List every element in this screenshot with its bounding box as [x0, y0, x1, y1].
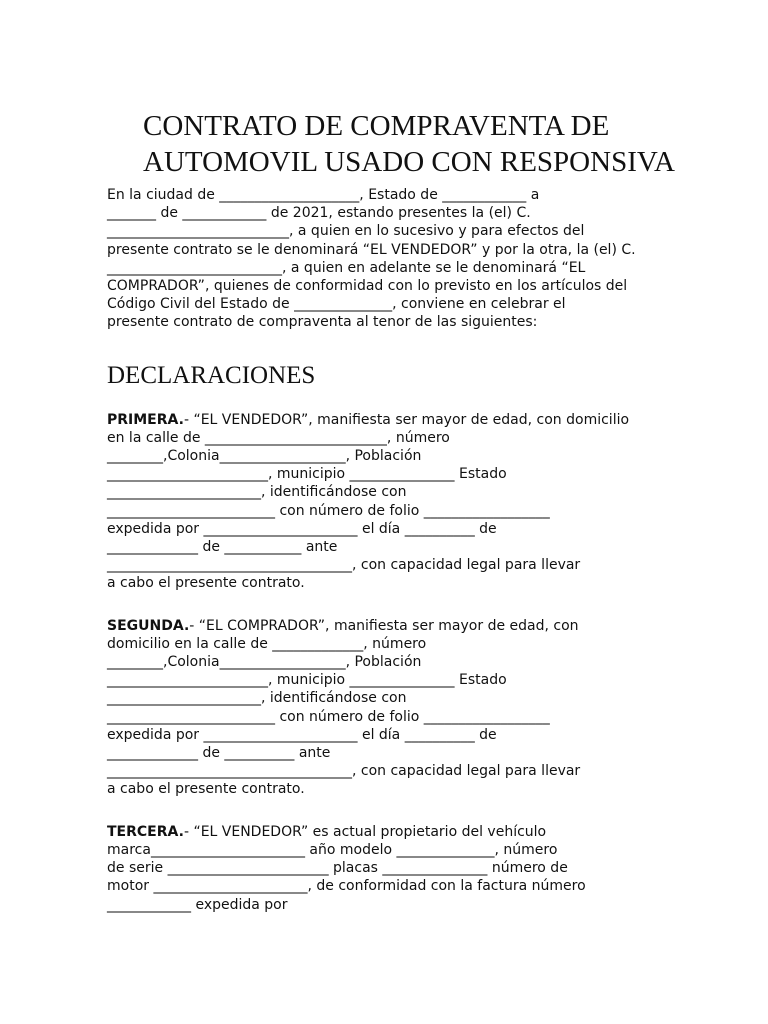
intro-line: _________________________, a quien en adelante se le denominará “EL	[107, 259, 586, 276]
title-line-1: CONTRATO DE COMPRAVENTA DE	[143, 110, 610, 142]
clause-text: - “EL VENDEDOR”, manifiesta ser mayor de edad, con domicilio	[183, 411, 630, 428]
clause-line: ______________________, identificándose con	[107, 690, 407, 707]
clause-label: SEGUNDA.	[107, 617, 190, 634]
title-line-2: AUTOMOVIL USADO CON RESPONSIVA	[143, 146, 675, 178]
clause-line: _______________________, municipio _______________ Estado	[107, 672, 507, 689]
intro-line: Código Civil del Estado de ______________, conviene en celebrar el	[107, 296, 566, 313]
document-title	[107, 108, 675, 180]
clause-line: ____________ expedida por	[107, 896, 288, 913]
clause-line: a cabo el presente contrato.	[107, 575, 305, 592]
clause-line: ___________________________________, con capacidad legal para llevar	[107, 763, 581, 780]
clause-first-line	[107, 823, 667, 841]
intro-line: presente contrato de compraventa al tenor de las siguientes:	[107, 314, 538, 331]
intro-line: _______ de ____________ de 2021, estando presentes la (el) C.	[107, 205, 531, 222]
clause-first-line	[107, 411, 667, 429]
clause-line: domicilio en la calle de _____________, número	[107, 635, 427, 652]
clause-line: ________,Colonia__________________, Población	[107, 448, 422, 465]
clause-line: marca______________________ año modelo ______________, número	[107, 841, 558, 858]
clause-line: _____________ de __________ ante	[107, 745, 331, 762]
clause-line: en la calle de __________________________, número	[107, 429, 450, 446]
clause-line: ___________________________________, con capacidad legal para llevar	[107, 557, 581, 574]
clause-line: _______________________, municipio _______________ Estado	[107, 466, 507, 483]
clause-text: - “EL COMPRADOR”, manifiesta ser mayor de edad, con	[189, 617, 579, 634]
contract-page	[107, 108, 675, 914]
clause-text: - “EL VENDEDOR” es actual propietario del vehículo	[183, 823, 547, 840]
clause-label: PRIMERA.	[107, 411, 184, 428]
intro-line: presente contrato se le denominará “EL VENDEDOR” y por la otra, la (el) C.	[107, 241, 636, 258]
intro-line: En la ciudad de ____________________, Estado de ____________ a	[107, 187, 540, 203]
clause-line: expedida por ______________________ el día __________ de	[107, 726, 497, 743]
intro-line: COMPRADOR”, quienes de conformidad con lo previsto en los artículos del	[107, 278, 628, 295]
clause-line: de serie _______________________ placas _______________ número de	[107, 860, 568, 877]
intro-paragraph	[107, 186, 667, 332]
clause-first-line	[107, 617, 667, 635]
clause-segunda	[107, 617, 667, 799]
clause-line: a cabo el presente contrato.	[107, 781, 305, 798]
intro-line: __________________________, a quien en lo sucesivo y para efectos del	[107, 223, 585, 240]
clause-label: TERCERA.	[107, 823, 184, 840]
clause-tercera	[107, 823, 667, 914]
clause-line: motor ______________________, de conformidad con la factura número	[107, 878, 586, 895]
clause-line: ______________________, identificándose con	[107, 484, 407, 501]
clause-line: ________________________ con número de folio __________________	[107, 502, 550, 519]
declaraciones-heading: DECLARACIONES	[107, 361, 316, 389]
clause-line: _____________ de ___________ ante	[107, 539, 338, 556]
clause-line: ________,Colonia__________________, Población	[107, 654, 422, 671]
clause-primera	[107, 411, 667, 593]
clause-line: ________________________ con número de folio __________________	[107, 708, 550, 725]
clause-line: expedida por ______________________ el día __________ de	[107, 520, 497, 537]
